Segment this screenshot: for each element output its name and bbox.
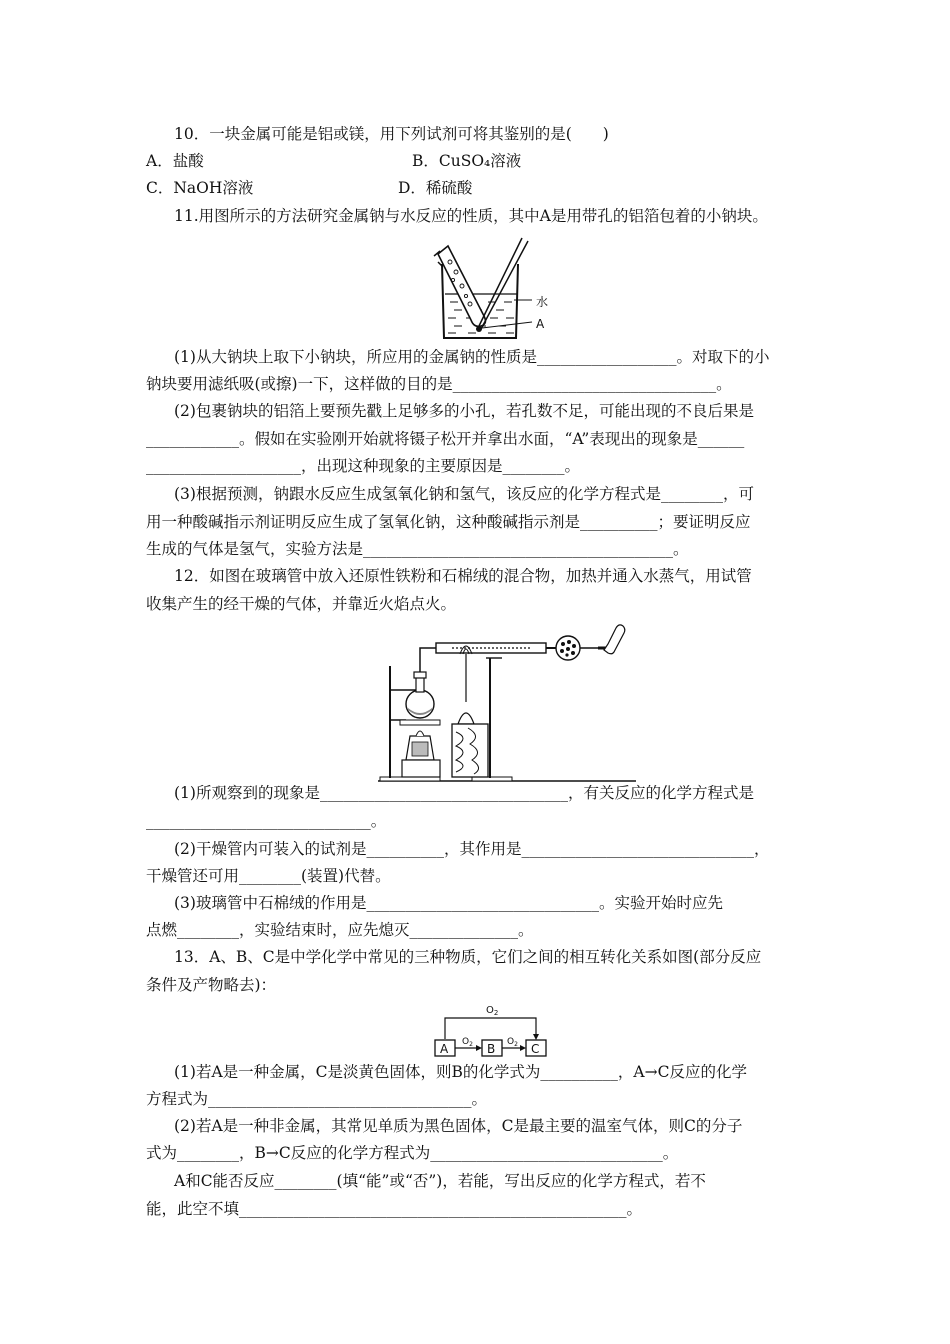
q11-part2-line1: (2)包裹钠块的铝箔上要预先戳上足够多的小孔，若孔数不足，可能出现的不良后果是 [174,402,754,420]
q12-part3-line1: (3)玻璃管中石棉绒的作用是______________________________。实验开始时应先 [174,894,723,912]
o2-bc-o: O [507,1037,515,1047]
o2-top-sub: 2 [493,1009,499,1017]
abc-conversion-diagram [432,1002,552,1058]
o2-top-o: O [486,1005,494,1016]
box-b: B [487,1042,496,1056]
q12-part2-line1: (2)干燥管内可装入的试剂是__________，其作用是______________________________， [174,840,770,858]
q11-part3-line1: (3)根据预测，钠跟水反应生成氢氧化钠和氢气，该反应的化学方程式是________，可 [174,485,754,503]
q11-stem: 11.用图所示的方法研究金属钠与水反应的性质，其中A是用带孔的铝箔包着的小钠块。 [174,207,768,225]
o2-ab-o: O [462,1037,470,1047]
q13-part3-line2: 能，此空不填__________________________________________________。 [146,1200,643,1218]
q11-part2-line2: ____________。假如在实验刚开始就将镊子松开并拿出水面，“A”表现出的现象是______ [146,430,745,448]
box-a: A [440,1042,449,1056]
q13-part1-line1: (1)若A是一种金属，C是淡黄色固体，则B的化学式为__________，A→C反应的化学 [174,1063,747,1081]
q12-part3-line2: 点燃________，实验结束时，应先熄灭______________。 [146,921,534,939]
q10-option-b: B．CuSO₄溶液 [412,152,522,170]
q12-stem-line1: 12．如图在玻璃管中放入还原性铁粉和石棉绒的混合物，加热并通入水蒸气，用试管 [174,567,752,585]
sodium-water-figure [424,234,564,342]
q12-stem-line2: 收集产生的经干燥的气体，并靠近火焰点火。 [146,595,457,613]
svg-text:O2 [507,1037,518,1048]
iron-steam-apparatus-figure [376,624,640,784]
q11-part1-line2: 钠块要用滤纸吸(或擦)一下，这样做的目的是__________________________________。 [146,375,732,393]
q13-part2-line1: (2)若A是一种非金属，其常见单质为黑色固体，C是最主要的温室气体，则C的分子 [174,1117,743,1135]
q13-stem-line1: 13．A、B、C是中学化学中常见的三种物质，它们之间的相互转化关系如图(部分反应 [174,948,762,966]
q11-part3-line3: 生成的气体是氢气，实验方法是________________________________________。 [146,540,689,558]
q10-option-d: D．稀硫酸 [398,179,473,197]
q12-part1-line2: _____________________________。 [146,812,387,830]
q13-part3-line1: A和C能否反应________(填“能”或“否”)，若能，写出反应的化学方程式，若不 [174,1172,706,1190]
q10-option-c: C．NaOH溶液 [146,179,254,197]
svg-text:O2 [462,1037,473,1048]
o2-ab-sub: 2 [469,1041,473,1048]
q12-part1-line1: (1)所观察到的现象是________________________________，有关反应的化学方程式是 [174,784,754,802]
q12-part2-line2: 干燥管还可用________(装置)代替。 [146,867,391,885]
q13-part1-line2: 方程式为__________________________________。 [146,1090,488,1108]
q11-part1-line1: (1)从大钠块上取下小钠块，所应用的金属钠的性质是__________________。对取下的小 [174,348,770,366]
q13-stem-line2: 条件及产物略去)： [146,976,277,994]
o2-bc-sub: 2 [514,1041,518,1048]
q10-stem: 10．一块金属可能是铝或镁，用下列试剂可将其鉴别的是( ) [174,125,609,143]
label-water: 水 [536,295,549,309]
q11-part3-line2: 用一种酸碱指示剂证明反应生成了氢氧化钠，这种酸碱指示剂是__________；要证明反应 [146,513,751,531]
box-c: C [531,1042,540,1056]
q11-part2-line3: ____________________，出现这种现象的主要原因是________。 [146,457,581,475]
q10-option-a: A．盐酸 [146,152,204,170]
svg-text:O2 [486,1005,498,1017]
q13-part2-line2: 式为________，B→C反应的化学方程式为______________________________。 [146,1144,679,1162]
label-a: A [536,317,545,331]
